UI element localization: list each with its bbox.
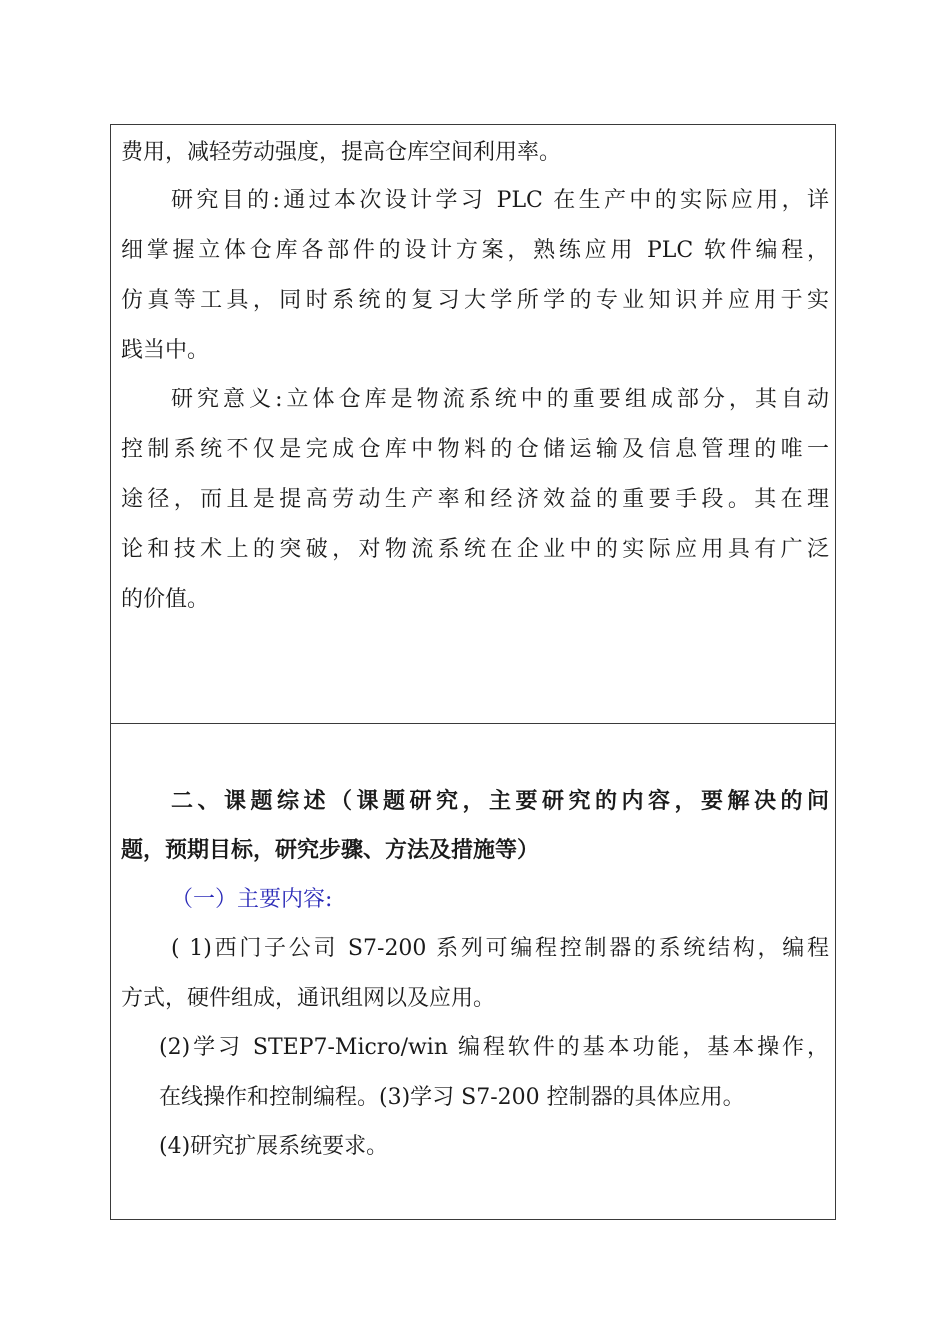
paragraph-line: 的价值。 [121, 587, 210, 612]
list-item: (4)研究扩展系统要求。 [159, 1134, 389, 1159]
list-item: ( 1)西门子公司 S7-200 系列可编程控制器的系统结构，编程 [171, 936, 829, 961]
paragraph-line: 仿真等工具，同时系统的复习大学所学的专业知识并应用于实 [121, 288, 829, 313]
paragraph-line: 费用，减轻劳动强度，提高仓库空间利用率。 [121, 140, 562, 165]
paragraph-line: 研究目的:通过本次设计学习 PLC 在生产中的实际应用，详 [171, 188, 829, 213]
paragraph-line: 践当中。 [121, 338, 210, 363]
paragraph-line: 论和技术上的突破，对物流系统在企业中的实际应用具有广泛 [121, 537, 829, 562]
subheading-main-content: （一）主要内容: [171, 887, 333, 912]
section-heading: 二、课题综述（课题研究，主要研究的内容，要解决的问 [171, 788, 829, 814]
list-item: (2)学习 STEP7-Micro/win 编程软件的基本功能，基本操作， [159, 1035, 829, 1060]
list-item: 在线操作和控制编程。(3)学习 S7-200 控制器的具体应用。 [159, 1085, 745, 1110]
section-heading: 题，预期目标，研究步骤、方法及措施等） [121, 837, 540, 863]
list-item: 方式，硬件组成，通讯组网以及应用。 [121, 986, 496, 1011]
paragraph-line: 控制系统不仅是完成仓库中物料的仓储运输及信息管理的唯一 [121, 437, 829, 462]
paragraph-line: 研究意义:立体仓库是物流系统中的重要组成部分，其自动 [171, 387, 829, 412]
paragraph-line: 细掌握立体仓库各部件的设计方案，熟练应用 PLC 软件编程， [121, 238, 829, 263]
paragraph-line: 途径，而且是提高劳动生产率和经济效益的重要手段。其在理 [121, 487, 829, 512]
